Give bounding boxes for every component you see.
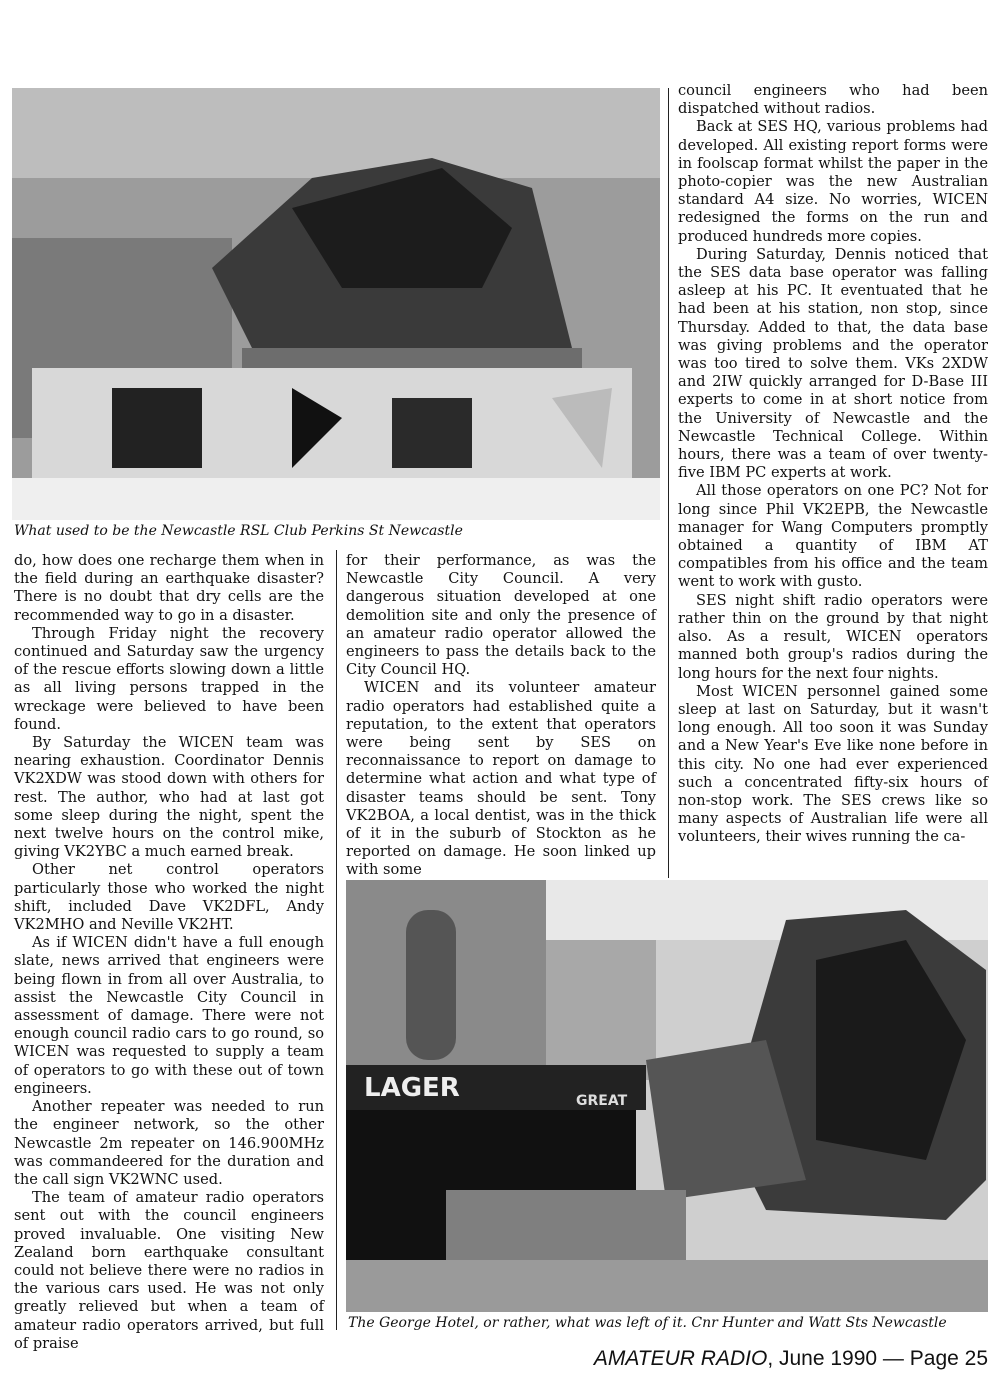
lager-sign-text: LAGER — [364, 1073, 460, 1103]
issue-and-page: , June 1990 — Page 25 — [767, 1347, 988, 1370]
photo-rsl-club — [12, 88, 660, 520]
column-1 — [14, 552, 324, 1353]
paragraph: During Saturday, Dennis noticed that the SES data base operator was falling asleep at his PC. It eventuated that he had been at his station, non stop, since Thursday. Added to that, the data base was giving problems and the operator was too tired to solve them. VKs 2XDW and 2IW quickly arranged for D-Base III experts to come in at short notice from the University of Newcastle and the Newcastle Technical College. Within hours, there was a team of over twenty-five IBM PC experts at work. — [678, 245, 988, 482]
paragraph: All those operators on one PC? Not for long since Phil VK2EPB, the Newcastle manager for Wang Computers promptly obtained a quantity of IBM AT compatibles from his office and the team went to work with gusto. — [678, 482, 988, 591]
paragraph: do, how does one recharge them when in the field during an earthquake disaster? There is no doubt that dry cells are the recommended way to go in a disaster. — [14, 552, 324, 624]
paragraph: for their performance, as was the Newcastle City Council. A very dangerous situation developed at one demolition site and only the presence of an amateur radio operator allowed the engineers to pass the details back to the City Council HQ. — [346, 552, 656, 679]
paragraph: Most WICEN personnel gained some sleep at last on Saturday, but it wasn't long enough. All too soon it was Sunday and a New Year's Eve like none before in this city. No one had ever experienced such a concentrated fifty-six hours of non-stop work. The SES crews like so many aspects of Australian life were all volunteers, their wives running the ca- — [678, 682, 988, 846]
publication-name: AMATEUR RADIO — [593, 1347, 768, 1370]
paragraph: SES night shift radio operators were rather thin on the ground by that night also. As a result, WICEN operators manned both group's radios during the long hours for the next four nights. — [678, 591, 988, 682]
photo-caption-rsl: What used to be the Newcastle RSL Club Perkins St Newcastle — [14, 523, 463, 539]
paragraph: By Saturday the WICEN team was nearing exhaustion. Coordinator Dennis VK2XDW was stood down with others for rest. The author, who had at last got some sleep during the night, spent the next twelve hours on the control mike, giving VK2YBC a much earned break. — [14, 734, 324, 861]
photo-george-hotel — [346, 880, 988, 1312]
demolished-hotel-photo — [346, 880, 988, 1312]
page-footer — [594, 1346, 988, 1372]
awning-sign-text: GREAT — [576, 1093, 628, 1109]
column-2 — [346, 552, 656, 880]
paragraph: Back at SES HQ, various problems had developed. All existing report forms were in foolscap format whilst the paper in the photo-copier was the new Australian standard A4 size. No worries, WICEN redesigned the forms on the run and produced hundreds more copies. — [678, 118, 988, 245]
paragraph: The team of amateur radio operators sent out with the council engineers proved invaluable. One visiting New Zealand born earthquake consultant could not believe there were no radios in the various cars used. He was not only greatly relieved but when a team of amateur radio operators arrived, but full of praise — [14, 1189, 324, 1352]
photo-caption-george-hotel: The George Hotel, or rather, what was left of it. Cnr Hunter and Watt Sts Newcastle — [348, 1315, 947, 1331]
paragraph: Other net control operators particularly those who worked the night shift, included Dave VK2DFL, Andy VK2MHO and Neville VK2HT. — [14, 861, 324, 934]
paragraph: council engineers who had been dispatched without radios. — [678, 82, 988, 118]
demolished-building-photo — [12, 88, 660, 520]
paragraph: As if WICEN didn't have a full enough slate, news arrived that engineers were being flown in from all over Australia, to assist the Newcastle City Council in assessment of damage. There were not enough council radio cars to go round, so WICEN was requested to supply a team of operators to go with these out of town engineers. — [14, 934, 324, 1097]
column-3 — [678, 82, 988, 847]
column-divider — [668, 88, 669, 878]
paragraph: Through Friday night the recovery continued and Saturday saw the urgency of the rescue efforts slowing down a little as all living persons trapped in the wreckage were believed to have been found. — [14, 624, 324, 733]
paragraph: WICEN and its volunteer amateur radio operators had established quite a reputation, to the extent that operators were being sent by SES on reconnaissance to report on damage to determine what action and what type of disaster teams should be sent. Tony VK2BOA, a local dentist, was in the thick of it in the suburb of Stockton as he reported on damage. He soon linked up with some — [346, 679, 656, 879]
paragraph: Another repeater was needed to run the engineer network, so the other Newcastle 2m repeater on 146.900MHz was commandeered for the duration and the call sign VK2WNC used. — [14, 1098, 324, 1188]
column-divider — [336, 550, 337, 1330]
